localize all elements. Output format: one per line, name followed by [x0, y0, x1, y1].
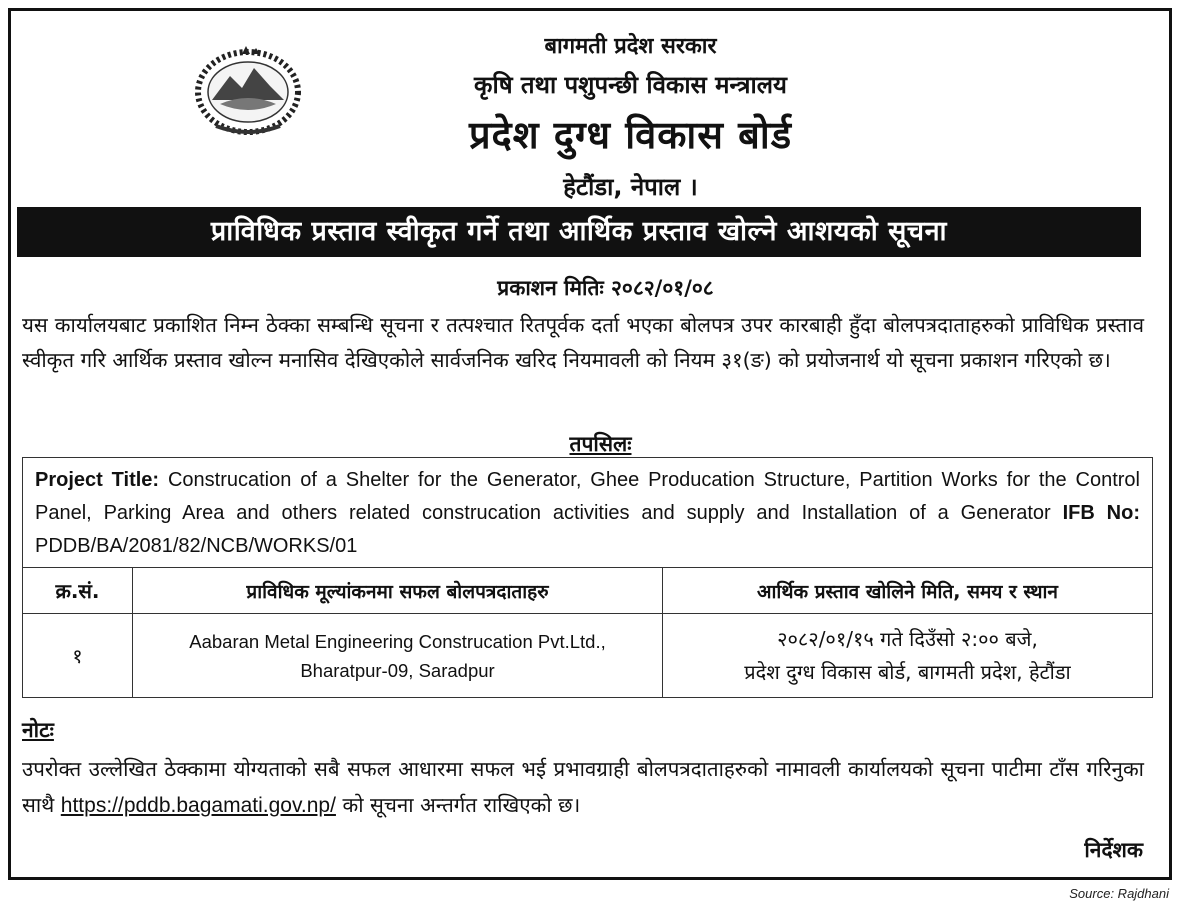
- notice-title: प्राविधिक प्रस्ताव स्वीकृत गर्ने तथा आर्थिक प्रस्ताव खोल्ने आशयको सूचना: [17, 207, 1141, 257]
- ministry-name: कृषि तथा पशुपन्छी विकास मन्त्रालय: [474, 71, 787, 99]
- row-serial-number: १: [23, 614, 133, 698]
- project-title-text: Construcation of a Shelter for the Generator, Ghee Producation Structure, Partition Works for the Control Panel, Parking Area and others related construcation activities and supply and Installation of a Generator: [35, 469, 1140, 524]
- note-paragraph: [22, 751, 1144, 824]
- office-location: हेटौंडा, नेपाल ।: [563, 173, 698, 201]
- header-opening-details: आर्थिक प्रस्ताव खोलिने मिति, समय र स्थान: [663, 568, 1153, 614]
- project-cell: [23, 458, 1153, 568]
- bid-details-table: [22, 457, 1153, 698]
- board-website-link[interactable]: https://pddb.bagamati.gov.np/: [60, 794, 336, 817]
- ifb-label: IFB No:: [1062, 502, 1141, 524]
- signatory-title: निर्देशक: [1084, 838, 1143, 862]
- source-credit: Source: Rajdhani: [1069, 886, 1169, 901]
- bidder-name: Aabaran Metal Engineering Construcation Pvt.Ltd.,: [189, 630, 606, 652]
- project-title-label: Project Title:: [35, 469, 160, 491]
- table-header-row: [23, 568, 1153, 614]
- header-successful-bidders: प्राविधिक मूल्यांकनमा सफल बोलपत्रदाताहरु: [133, 568, 663, 614]
- details-heading: [0, 430, 1181, 458]
- board-name: प्रदेश दुग्ध विकास बोर्ड: [468, 113, 793, 157]
- row-opening-details: [663, 614, 1153, 698]
- header-serial-number: क्र.सं.: [23, 568, 133, 614]
- publication-date: प्रकाशन मितिः २०८२/०१/०८: [497, 276, 714, 300]
- table-row: [23, 614, 1153, 698]
- note-heading: नोटः: [22, 718, 54, 742]
- bidder-address: Bharatpur-09, Saradpur: [300, 659, 495, 681]
- project-row: [23, 458, 1153, 568]
- intro-paragraph: यस कार्यालयबाट प्रकाशित निम्न ठेक्का सम्बन्धि सूचना र तत्पश्चात रितपूर्वक दर्ता भएका बोलपत्र उपर कारबाही हुँदा बोलपत्रदाताहरुको प्राविधिक प्रस्ताव स्वीकृत गरि आर्थिक प्रस्ताव खोल्न मनासिव देखिएकोले सार्वजनिक खरिद नियमावली को नियम ३१(ङ) को प्रयोजनार्थ यो सूचना प्रकाशन गरिएको छ।: [22, 313, 1144, 372]
- note-text-before-link: उपरोक्त उल्लेखित ठेक्कामा योग्यताको सबै सफल आधारमा सफल भई प्रभावग्राही बोलपत्रदाताहरुको नामावली कार्यालयको सूचना पाटीमा टाँस गरिनुका साथै: [22, 757, 1144, 817]
- government-name: बागमती प्रदेश सरकार: [544, 34, 717, 59]
- ifb-value: PDDB/BA/2081/82/NCB/WORKS/01: [35, 535, 358, 557]
- details-heading-label: तपसिलः: [569, 432, 632, 456]
- opening-venue: प्रदेश दुग्ध विकास बोर्ड, बागमती प्रदेश, हेटौंडा: [744, 659, 1071, 684]
- opening-datetime: २०८२/०१/१५ गते दिउँसो २:०० बजे,: [777, 626, 1038, 651]
- row-bidder: [133, 614, 663, 698]
- note-text-after-link: को सूचना अन्तर्गत राखिएको छ।: [335, 793, 581, 817]
